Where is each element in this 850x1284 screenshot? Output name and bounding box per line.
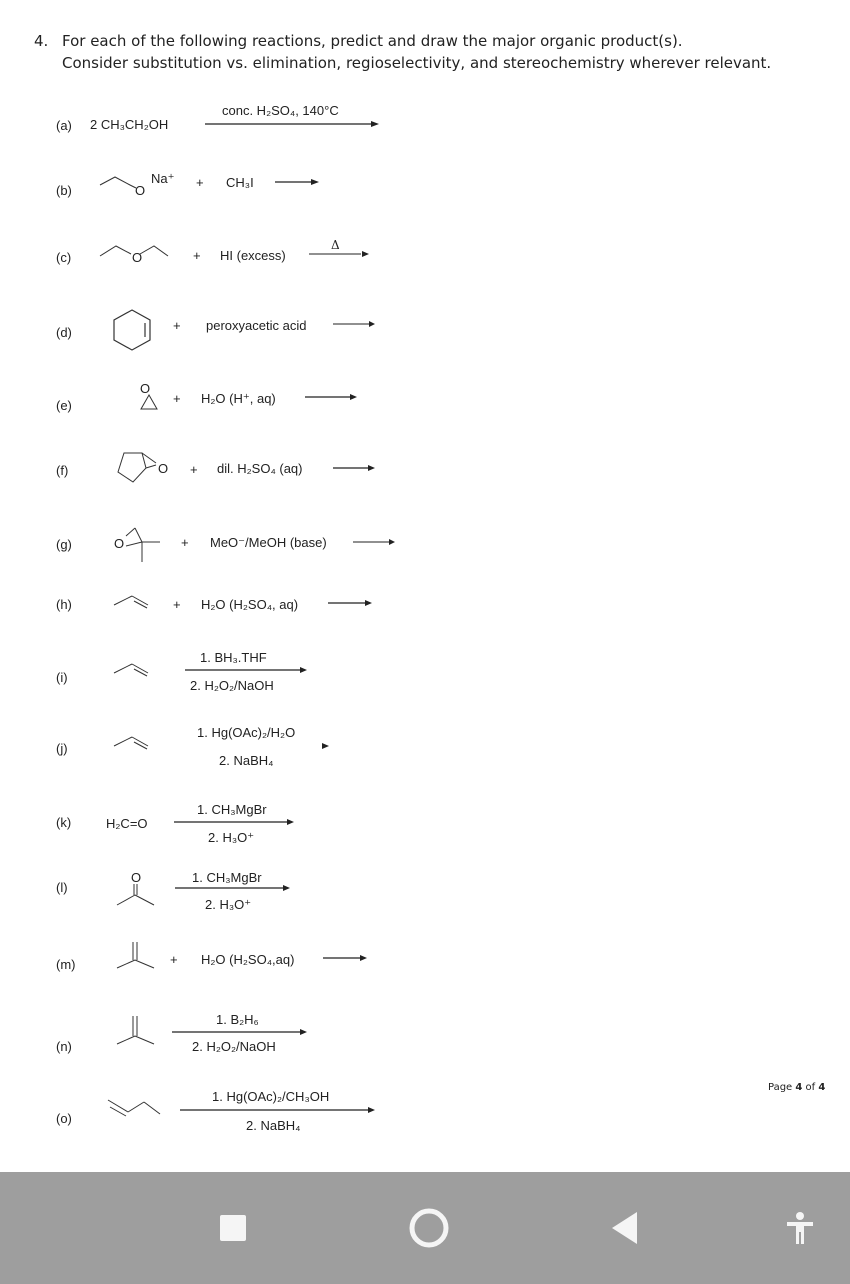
step2-o: 2. NaBH₄ [246,1118,301,1133]
butene-structure [106,1096,164,1128]
oxygen-f: O [158,461,169,476]
reaction-arrow-a [205,119,379,129]
oxygen-b: O [135,183,146,198]
square-icon [219,1214,247,1242]
reaction-arrow-c [309,249,369,259]
label-d: (d) [56,325,72,340]
back-button[interactable] [594,1172,654,1284]
total-pages: 4 [818,1082,826,1093]
isobutylene-oxide-structure [118,520,164,566]
accessibility-button[interactable] [770,1172,830,1284]
sodium-b: Na⁺ [151,171,175,186]
reaction-arrow-d [333,319,375,329]
step2-l: 2. H₃O⁺ [205,897,252,912]
label-h: (h) [56,597,72,612]
ethylene-oxide-structure [138,394,160,412]
heat-symbol-c: Δ [331,238,340,252]
reagent-e: H₂O (H⁺, aq) [201,391,276,406]
triangle-left-icon [609,1210,639,1246]
reagent-h: H₂O (H₂SO₄, aq) [201,597,299,612]
plus-f: + [190,462,198,477]
reagent-m: H₂O (H₂SO₄,aq) [201,952,295,967]
isobutylene-structure [114,940,158,972]
reaction-arrow-k [174,817,294,827]
cyclohexene-structure [110,306,156,352]
current-page: 4 [795,1082,803,1093]
navigation-bar [0,1172,850,1284]
step1-k: 1. CH₃MgBr [197,802,267,817]
label-b: (b) [56,183,72,198]
step2-n: 2. H₂O₂/NaOH [192,1039,276,1054]
oxygen-e: O [140,381,151,396]
step1-l: 1. CH₃MgBr [192,870,262,885]
step2-i: 2. H₂O₂/NaOH [190,678,274,693]
reagent-a: conc. H₂SO₄, 140°C [222,103,339,118]
reagent-b: CH₃I [226,175,254,190]
question-line-2: Consider substitution vs. elimination, regioselectivity, and stereochemistry wherever relevant. [62,54,772,72]
acetone-structure [114,884,158,908]
reaction-arrow-e [305,392,357,402]
reaction-arrow-j [320,741,330,751]
question-line-1: For each of the following reactions, predict and draw the major organic product(s). [62,32,683,50]
plus-b: + [196,175,204,190]
step1-o: 1. Hg(OAc)₂/CH₃OH [212,1089,330,1104]
formaldehyde-k: H₂C=O [106,816,148,831]
recents-button[interactable] [203,1172,263,1284]
propene-structure [112,592,152,612]
home-button[interactable] [399,1172,459,1284]
circle-icon [407,1206,451,1250]
step1-i: 1. BH₃.THF [200,650,267,665]
label-o: (o) [56,1111,72,1126]
step1-j: 1. Hg(OAc)₂/H₂O [197,725,296,740]
label-f: (f) [56,463,69,478]
plus-d: + [173,318,181,333]
question-number: 4. [34,32,49,50]
oxygen-g: O [114,536,125,551]
propene-structure [112,660,152,680]
reaction-arrow-g [353,537,395,547]
reaction-arrow-o [180,1105,375,1115]
label-j: (j) [56,741,68,756]
reaction-arrow-f [333,463,375,473]
label-e: (e) [56,398,72,413]
label-g: (g) [56,537,72,552]
reactant-a: 2 CH₃CH₂OH [90,117,169,132]
page-indicator: Page 4 of 4 [768,1082,826,1093]
plus-m: + [170,952,178,967]
propene-structure [112,733,152,753]
reagent-g: MeO⁻/MeOH (base) [210,535,327,550]
isobutylene-structure [114,1014,158,1048]
step2-j: 2. NaBH₄ [219,753,274,768]
reaction-arrow-n [172,1027,307,1037]
oxygen-l: O [131,870,142,885]
label-i: (i) [56,670,68,685]
oxygen-c: O [132,250,143,265]
label-l: (l) [56,880,68,895]
label-n: (n) [56,1039,72,1054]
label-c: (c) [56,250,72,265]
reaction-arrow-l [175,883,290,893]
accessibility-icon [786,1211,814,1245]
reagent-c: HI (excess) [220,248,286,263]
question-text [34,30,771,74]
label-k: (k) [56,815,72,830]
reaction-arrow-h [328,598,372,608]
reaction-arrow-i [185,665,307,675]
reaction-arrow-m [323,953,367,963]
label-m: (m) [56,957,76,972]
plus-e: + [173,391,181,406]
reagent-f: dil. H₂SO₄ (aq) [217,461,303,476]
step2-k: 2. H₃O⁺ [208,830,255,845]
step1-n: 1. B₂H₆ [216,1012,259,1027]
plus-h: + [173,597,181,612]
reagent-d: peroxyacetic acid [206,318,307,333]
reaction-arrow-b [275,177,319,187]
plus-g: + [181,535,189,550]
label-a: (a) [56,118,72,133]
plus-c: + [193,248,201,263]
